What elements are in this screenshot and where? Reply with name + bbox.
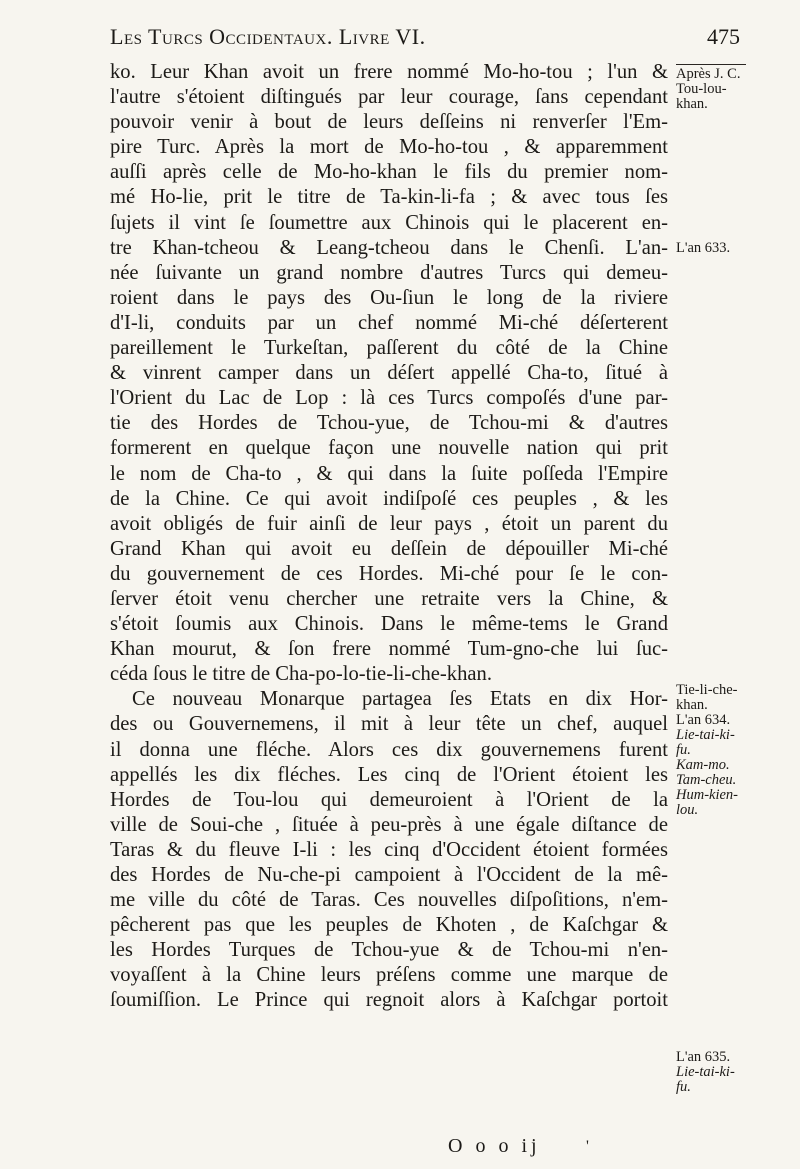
text-line: l'Orient du Lac de Lop : là ces Turcs compoſés d'une par- [110,387,668,410]
margin-line: Kam-mo. [676,757,730,773]
text-line: Grand Khan qui avoit eu deſſein de dépouiller Mi-ché [110,537,668,560]
text-line: Hordes de Tou-lou qui demeuroient à l'Orient de la [110,788,668,811]
margin-line: Tie-li-che- [676,682,738,698]
tick-mark: ' [586,1138,589,1155]
text-line: ſujets il vint ſe ſoumettre aux Chinois qui le placerent en- [110,211,668,234]
running-head [110,24,740,54]
text-line: ſerver étoit venu chercher une retraite vers la Chine, & [110,587,668,610]
text-line: ko. Leur Khan avoit un frere nommé Mo-ho-tou ; l'un & [110,61,668,83]
text-line: pire Turc. Après la mort de Mo-ho-tou , & apparemment [110,136,668,159]
margin-line: Lie-tai-ki- [676,1064,735,1080]
text-line: auſſi après celle de Mo-ho-khan le fils du premier nom- [110,161,668,184]
text-line: l'autre s'étoient diſtingués par leur courage, ſans cependant [110,86,668,109]
margin-line: lou. [676,802,699,818]
text-line: me ville du côté de Taras. Ces nouvelles diſpoſitions, n'em- [110,889,668,912]
text-line: d'I-li, conduits par un chef nommé Mi-ché déſerterent [110,311,668,334]
text-line: Khan mourut, & ſon frere nommé Tum-gno-che lui ſuc- [110,638,668,661]
text-line: ville de Soui-che , ſituée à peu-près à une égale diſtance de [110,813,668,836]
text-line: appellés les dix fléches. Les cinq de l'Orient étoient les [110,763,668,786]
text-line: du gouvernement de ces Hordes. Mi-ché pour ſe le con- [110,562,668,585]
running-title: Les Turcs Occidentaux. Livre VI. [110,24,426,49]
text-line: avoit obligés de fuir ainſi de leur pays , étoit un parent du [110,512,668,535]
margin-line: khan. [676,96,708,112]
text-line: s'étoit ſoumis aux Chinois. Dans le même-tems le Grand [110,613,668,636]
text-line: pêcherent pas que les peuples de Khoten , de Kaſchgar & [110,914,668,937]
margin-line: Hum-kien- [676,787,739,803]
margin-line: L'an 634. [676,712,731,728]
margin-rule [676,64,746,65]
text-line: céda ſous le titre de Cha-po-lo-tie-li-che-khan. [110,663,492,686]
text-line: tre Khan-tcheou & Leang-tcheou dans le Chenſi. L'an- [110,236,668,259]
text-line: voyaſſent à la Chine leurs préſens comme une marque de [110,964,668,987]
margin-line: L'an 635. [676,1049,731,1065]
margin-line: Tou-lou- [676,81,727,97]
text-line: roient dans le pays des Ou-ſiun le long de la riviere [110,286,668,309]
margin-line: fu. [676,1079,691,1095]
margin-line: L'an 633. [676,240,731,256]
margin-note-date [676,64,796,112]
text-line: née ſuivante un grand nombre d'autres Turcs qui demeu- [110,261,668,284]
text-line: des ou Gouvernemens, il mit à leur tête un chef, auquel [110,713,668,736]
text-line: & vinrent camper dans un déſert appellé Cha-to, ſitué à [110,362,668,385]
text-line: pouvoir venir à bout de leurs deſſeins ni renverſer l'Em- [110,111,668,134]
signature-mark: O o o ij [448,1135,541,1157]
margin-line: Tam-cheu. [676,772,737,788]
body-text [110,60,668,1014]
text-line: formerent en quelque façon une nouvelle nation qui prit [110,437,668,460]
margin-note-year-reference [676,1050,796,1095]
text-line: mé Ho-lie, prit le titre de Ta-kin-li-fa ; & avec tous ſes [110,186,668,209]
text-line: Taras & du fleuve I-li : les cinq d'Occident étoient formées [110,838,668,861]
text-line: ſoumiſſion. Le Prince qui regnoit alors à Kaſchgar portoit [110,989,668,1012]
text-line: pareillement le Turkeſtan, paſſerent du côté de la Chine [110,337,668,360]
page-number: 475 [707,24,740,49]
text-line: il donna une fléche. Alors ces dix gouvernemens furent [110,738,668,761]
text-line: tie des Hordes de Tchou-yue, de Tchou-mi & d'autres [110,412,668,435]
margin-note-year [676,241,796,256]
text-line: les Hordes Turques de Tchou-yue & de Tchou-mi n'en- [110,939,668,962]
margin-note-reference [676,683,796,818]
margin-line: Lie-tai-ki- [676,727,735,743]
text-line: Ce nouveau Monarque partagea ſes Etats en dix Hor- [132,688,668,711]
text-line: des Hordes de Nu-che-pi campoient à l'Occident de la mê- [110,864,668,886]
text-line: de la Chine. Ce qui avoit indiſpoſé ces peuples , & les [110,487,668,510]
margin-line: fu. [676,742,691,758]
margin-line: Après J. C. [676,66,741,82]
margin-line: khan. [676,697,708,713]
text-line: le nom de Cha-to , & qui dans la ſuite poſſeda l'Empire [110,462,668,485]
